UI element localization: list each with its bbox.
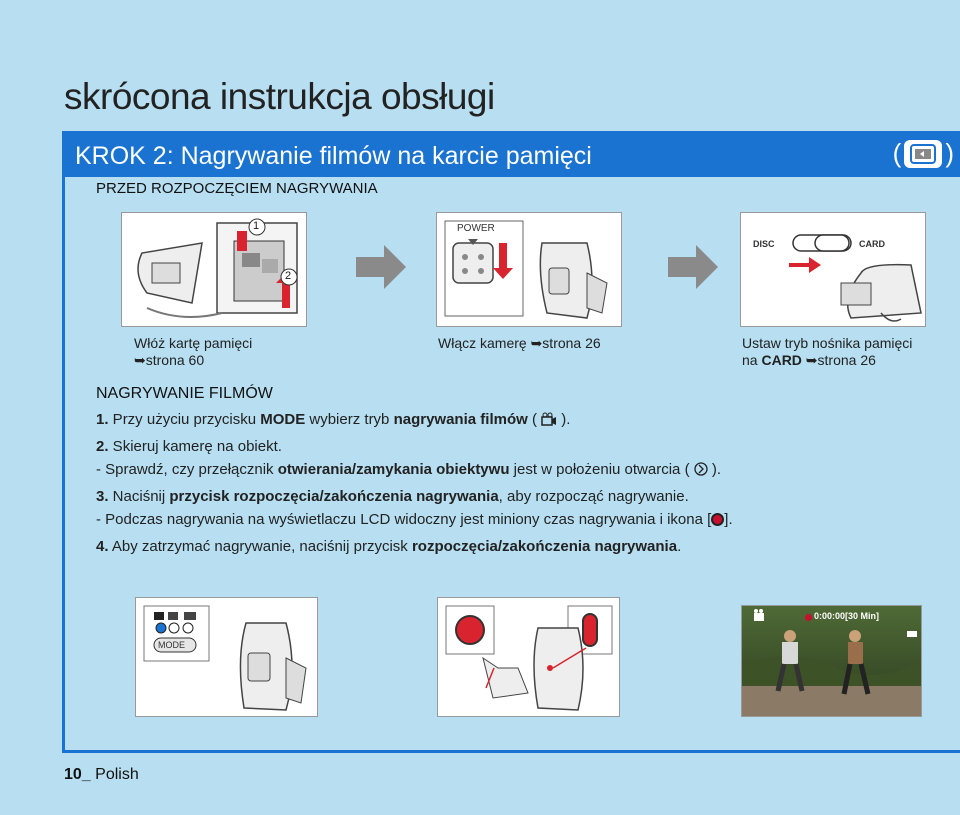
before-recording-label: PRZED ROZPOCZĘCIEM NAGRYWANIA xyxy=(96,180,378,197)
next-arrow-icon xyxy=(356,245,406,289)
next-arrow-icon xyxy=(668,245,718,289)
caption-power-on: Włącz kamerę ➥strona 26 xyxy=(438,335,601,351)
step-4: 4. Aby zatrzymać nagrywanie, naciśnij przycisk rozpoczęcia/zakończenia nagrywania. xyxy=(96,538,682,555)
page-footer: 10_ Polish xyxy=(64,766,139,783)
caption-media-mode: Ustaw tryb nośnika pamięci na CARD ➥strona 26 xyxy=(742,335,913,368)
card-mode-icon xyxy=(904,140,942,168)
step-header xyxy=(65,134,960,177)
page-title: skrócona instrukcja obsługi xyxy=(64,76,495,117)
lens-open-icon xyxy=(690,461,712,478)
disc-label: DISC xyxy=(753,239,775,249)
media-mode-illustration xyxy=(740,212,926,327)
card-label: CARD xyxy=(859,239,885,249)
record-button-illustration xyxy=(437,597,620,717)
record-icon xyxy=(711,513,724,526)
step-3-note: - Podczas nagrywania na wyświetlaczu LCD widoczny jest miniony czas nagrywania i ikona [ ]. xyxy=(96,511,733,528)
power-illustration xyxy=(436,212,622,327)
mode-button-label: MODE xyxy=(158,640,185,650)
step-3: 3. Naciśnij przycisk rozpoczęcia/zakończenia nagrywania, aby rozpocząć nagrywanie. xyxy=(96,488,689,505)
record-indicator-icon xyxy=(805,614,812,621)
step-2-note: - Sprawdź, czy przełącznik otwierania/zamykania obiektywu jest w położeniu otwarcia ( ). xyxy=(96,461,722,478)
card-mode-indicator: ( ) xyxy=(892,138,954,168)
mode-button-illustration xyxy=(135,597,318,717)
steps-list xyxy=(96,408,916,558)
marker-1: 1 xyxy=(253,220,260,232)
power-label: POWER xyxy=(457,223,495,234)
recording-time: 0:00:00[30 Min] xyxy=(814,611,880,621)
movie-mode-icon xyxy=(537,411,561,428)
step-title: KROK 2: Nagrywanie filmów na karcie pamięci xyxy=(75,142,592,170)
marker-2: 2 xyxy=(285,270,292,282)
caption-insert-card: Włóż kartę pamięci ➥strona 60 xyxy=(134,335,253,368)
step-1: 1. Przy użyciu przycisku MODE wybierz tryb nagrywania filmów ( ). xyxy=(96,411,571,428)
card-insert-illustration xyxy=(121,212,307,327)
step-2: 2. Skieruj kamerę na obiekt. xyxy=(96,438,282,455)
lcd-recording-preview xyxy=(741,605,922,717)
section-title: NAGRYWANIE FILMÓW xyxy=(96,385,273,402)
